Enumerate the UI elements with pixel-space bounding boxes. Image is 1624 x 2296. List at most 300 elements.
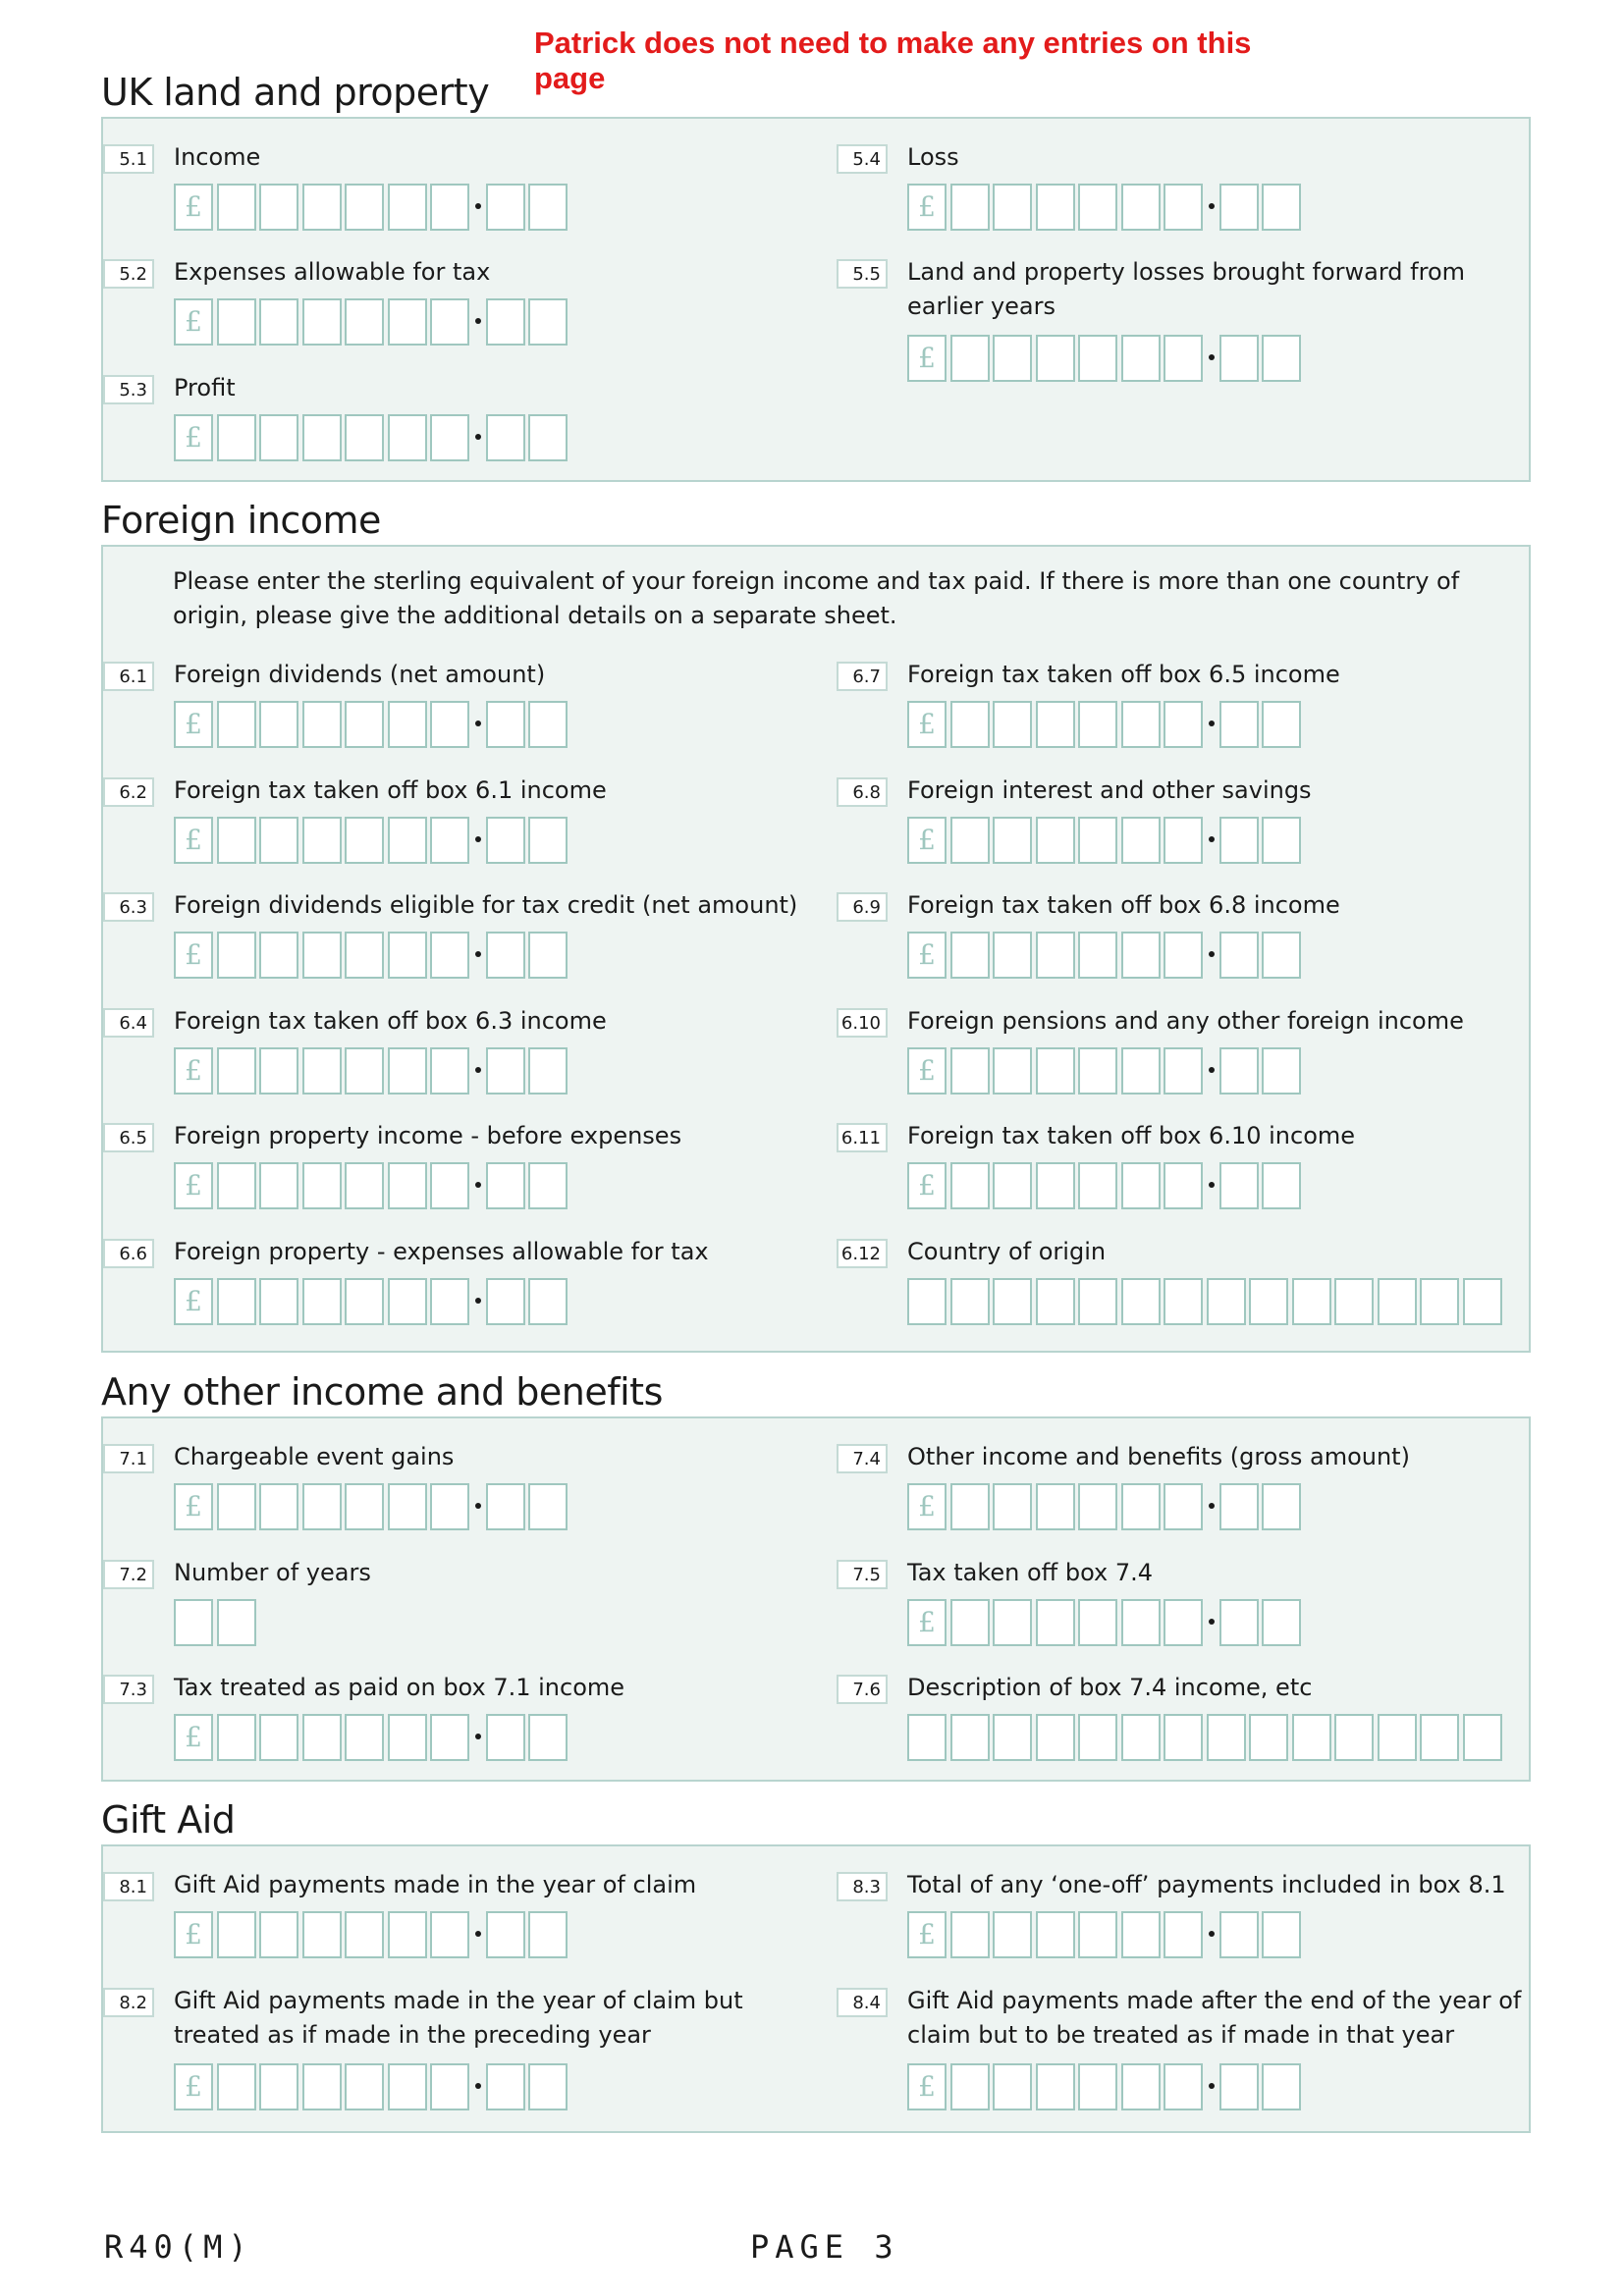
- pence-digit-cell[interactable]: [1219, 184, 1259, 231]
- pounds-digit-cell[interactable]: [993, 184, 1032, 231]
- pence-digit-cell[interactable]: [1262, 1047, 1301, 1095]
- pence-digit-cell[interactable]: [486, 817, 525, 864]
- amount-input[interactable]: [907, 2063, 1305, 2112]
- amount-input[interactable]: [174, 2063, 571, 2112]
- pounds-digit-cell[interactable]: [388, 1714, 427, 1761]
- pence-digit-cell[interactable]: [486, 1714, 525, 1761]
- box-number: 7.1: [103, 1444, 154, 1473]
- amount-input[interactable]: [174, 1162, 571, 1211]
- box-number: 6.11: [837, 1123, 888, 1152]
- character-cell[interactable]: [950, 1278, 990, 1325]
- pounds-digit-cell[interactable]: [1164, 1162, 1203, 1209]
- pounds-digit-cell[interactable]: [430, 701, 469, 748]
- box-number: 8.2: [103, 1988, 154, 2017]
- pounds-digit-cell[interactable]: [1164, 1047, 1203, 1095]
- pounds-digit-cell[interactable]: [993, 1599, 1032, 1646]
- pence-digit-cell[interactable]: [486, 1911, 525, 1958]
- pounds-digit-cell[interactable]: [1164, 184, 1203, 231]
- pounds-digit-cell[interactable]: [1036, 184, 1075, 231]
- pounds-digit-cell[interactable]: [259, 1278, 298, 1325]
- pounds-digit-cell[interactable]: [217, 184, 256, 231]
- pounds-digit-cell[interactable]: [430, 932, 469, 979]
- pounds-digit-cell[interactable]: [217, 817, 256, 864]
- pounds-digit-cell[interactable]: [1121, 184, 1161, 231]
- amount-input[interactable]: [907, 1599, 1305, 1648]
- pounds-digit-cell[interactable]: [345, 817, 384, 864]
- character-cell[interactable]: [1164, 1714, 1203, 1761]
- pounds-digit-cell[interactable]: [388, 184, 427, 231]
- pounds-digit-cell[interactable]: [1121, 2063, 1161, 2110]
- pounds-digit-cell[interactable]: [1036, 1483, 1075, 1530]
- pounds-digit-cell[interactable]: [1164, 335, 1203, 382]
- amount-input[interactable]: [174, 414, 571, 463]
- pence-digit-cell[interactable]: [528, 1911, 568, 1958]
- pound-sign-cell: £: [907, 817, 947, 864]
- pounds-digit-cell[interactable]: [217, 1162, 256, 1209]
- pounds-digit-cell[interactable]: [993, 1162, 1032, 1209]
- pound-sign-cell: £: [907, 2063, 947, 2110]
- pounds-digit-cell[interactable]: [430, 1483, 469, 1530]
- pounds-digit-cell[interactable]: [993, 2063, 1032, 2110]
- pounds-digit-cell[interactable]: [430, 1162, 469, 1209]
- pounds-digit-cell[interactable]: [993, 335, 1032, 382]
- pounds-digit-cell[interactable]: [1036, 701, 1075, 748]
- field-label: Foreign property income - before expenses: [174, 1122, 682, 1149]
- character-cell[interactable]: [993, 1278, 1032, 1325]
- pence-digit-cell[interactable]: [1219, 1047, 1259, 1095]
- pounds-digit-cell[interactable]: [430, 184, 469, 231]
- pounds-digit-cell[interactable]: [1121, 1047, 1161, 1095]
- pence-digit-cell[interactable]: [528, 817, 568, 864]
- pounds-digit-cell[interactable]: [1164, 2063, 1203, 2110]
- decimal-point: [475, 203, 481, 209]
- pounds-digit-cell[interactable]: [950, 701, 990, 748]
- character-cell[interactable]: [1249, 1714, 1288, 1761]
- pence-digit-cell[interactable]: [1262, 1911, 1301, 1958]
- pence-digit-cell[interactable]: [1262, 1483, 1301, 1530]
- pence-digit-cell[interactable]: [486, 1483, 525, 1530]
- amount-input[interactable]: [174, 1714, 571, 1763]
- pounds-digit-cell[interactable]: [950, 2063, 990, 2110]
- pounds-digit-cell[interactable]: [430, 1911, 469, 1958]
- amount-input[interactable]: [907, 817, 1305, 866]
- pounds-digit-cell[interactable]: [1121, 817, 1161, 864]
- pence-digit-cell[interactable]: [1262, 1162, 1301, 1209]
- pounds-digit-cell[interactable]: [1121, 932, 1161, 979]
- pounds-digit-cell[interactable]: [430, 1047, 469, 1095]
- decimal-point: [1209, 1931, 1215, 1937]
- pence-digit-cell[interactable]: [528, 932, 568, 979]
- box-number: 7.2: [103, 1560, 154, 1589]
- pence-digit-cell[interactable]: [1262, 817, 1301, 864]
- pounds-digit-cell[interactable]: [1078, 1047, 1117, 1095]
- pounds-digit-cell[interactable]: [345, 1278, 384, 1325]
- pounds-digit-cell[interactable]: [259, 1483, 298, 1530]
- pounds-digit-cell[interactable]: [1164, 701, 1203, 748]
- character-cell[interactable]: [1378, 1714, 1417, 1761]
- pounds-digit-cell[interactable]: [217, 701, 256, 748]
- amount-input[interactable]: [907, 335, 1305, 384]
- pounds-digit-cell[interactable]: [302, 1483, 342, 1530]
- pounds-digit-cell[interactable]: [1036, 335, 1075, 382]
- form-code: R40(M): [104, 2228, 253, 2266]
- character-cell[interactable]: [1036, 1278, 1075, 1325]
- pence-digit-cell[interactable]: [1219, 1911, 1259, 1958]
- box-number: 6.8: [837, 777, 888, 807]
- pence-digit-cell[interactable]: [486, 414, 525, 461]
- pounds-digit-cell[interactable]: [430, 414, 469, 461]
- decimal-point: [475, 1931, 481, 1937]
- pounds-digit-cell[interactable]: [259, 184, 298, 231]
- pounds-digit-cell[interactable]: [993, 1911, 1032, 1958]
- pounds-digit-cell[interactable]: [430, 1714, 469, 1761]
- description-input[interactable]: [907, 1714, 1502, 1763]
- decimal-point: [1209, 1503, 1215, 1509]
- pound-sign-cell: £: [174, 298, 213, 346]
- amount-input[interactable]: [174, 184, 571, 233]
- box-number: 6.4: [103, 1008, 154, 1038]
- character-cell[interactable]: [1121, 1714, 1161, 1761]
- field-label: Foreign tax taken off box 6.1 income: [174, 776, 607, 804]
- pence-digit-cell[interactable]: [486, 932, 525, 979]
- character-cell[interactable]: [1078, 1278, 1117, 1325]
- amount-input[interactable]: [174, 932, 571, 981]
- pounds-digit-cell[interactable]: [302, 1047, 342, 1095]
- pound-sign-cell: £: [174, 932, 213, 979]
- pence-digit-cell[interactable]: [486, 1047, 525, 1095]
- pounds-digit-cell[interactable]: [388, 701, 427, 748]
- pence-digit-cell[interactable]: [1219, 1162, 1259, 1209]
- number-of-years-input[interactable]: [174, 1599, 256, 1648]
- pence-digit-cell[interactable]: [528, 1483, 568, 1530]
- pounds-digit-cell[interactable]: [1036, 2063, 1075, 2110]
- pounds-digit-cell[interactable]: [217, 1047, 256, 1095]
- pence-digit-cell[interactable]: [486, 1278, 525, 1325]
- pence-digit-cell[interactable]: [1262, 2063, 1301, 2110]
- pounds-digit-cell[interactable]: [1078, 1162, 1117, 1209]
- pound-sign-cell: £: [174, 1278, 213, 1325]
- character-cell[interactable]: [174, 1599, 213, 1646]
- pounds-digit-cell[interactable]: [1078, 1911, 1117, 1958]
- pounds-digit-cell[interactable]: [1164, 932, 1203, 979]
- pence-digit-cell[interactable]: [1262, 1599, 1301, 1646]
- pounds-digit-cell[interactable]: [1121, 1599, 1161, 1646]
- pounds-digit-cell[interactable]: [302, 298, 342, 346]
- pence-digit-cell[interactable]: [1262, 932, 1301, 979]
- pounds-digit-cell[interactable]: [345, 1047, 384, 1095]
- pence-digit-cell[interactable]: [486, 1162, 525, 1209]
- country-of-origin-input[interactable]: [907, 1278, 1502, 1327]
- pounds-digit-cell[interactable]: [1164, 1599, 1203, 1646]
- amount-input[interactable]: [174, 298, 571, 347]
- pence-digit-cell[interactable]: [528, 1162, 568, 1209]
- character-cell[interactable]: [950, 1714, 990, 1761]
- pounds-digit-cell[interactable]: [302, 1278, 342, 1325]
- pounds-digit-cell[interactable]: [259, 1714, 298, 1761]
- pounds-digit-cell[interactable]: [993, 701, 1032, 748]
- box-number: 6.6: [103, 1239, 154, 1268]
- character-cell[interactable]: [907, 1714, 947, 1761]
- pounds-digit-cell[interactable]: [302, 817, 342, 864]
- pence-digit-cell[interactable]: [528, 1047, 568, 1095]
- pounds-digit-cell[interactable]: [1164, 1911, 1203, 1958]
- pounds-digit-cell[interactable]: [345, 1483, 384, 1530]
- character-cell[interactable]: [1378, 1278, 1417, 1325]
- field-label: Land and property losses brought forward from: [907, 258, 1466, 286]
- pounds-digit-cell[interactable]: [345, 701, 384, 748]
- pounds-digit-cell[interactable]: [950, 1162, 990, 1209]
- pound-sign-cell: £: [174, 1483, 213, 1530]
- pence-digit-cell[interactable]: [528, 2063, 568, 2110]
- pounds-digit-cell[interactable]: [1164, 1483, 1203, 1530]
- pounds-digit-cell[interactable]: [1121, 701, 1161, 748]
- amount-input[interactable]: [174, 1278, 571, 1327]
- pounds-digit-cell[interactable]: [217, 2063, 256, 2110]
- amount-input[interactable]: [907, 932, 1305, 981]
- pounds-digit-cell[interactable]: [1121, 1483, 1161, 1530]
- pounds-digit-cell[interactable]: [345, 1911, 384, 1958]
- pound-sign-cell: £: [174, 701, 213, 748]
- pounds-digit-cell[interactable]: [217, 932, 256, 979]
- character-cell[interactable]: [1420, 1278, 1459, 1325]
- pounds-digit-cell[interactable]: [259, 2063, 298, 2110]
- character-cell[interactable]: [1207, 1714, 1246, 1761]
- pounds-digit-cell[interactable]: [430, 1278, 469, 1325]
- amount-input[interactable]: [907, 1483, 1305, 1532]
- amount-input[interactable]: [907, 1911, 1305, 1960]
- character-cell[interactable]: [1164, 1278, 1203, 1325]
- instruction-note: Patrick does not need to make any entries on this page: [534, 26, 1252, 95]
- pence-digit-cell[interactable]: [1219, 1483, 1259, 1530]
- pounds-digit-cell[interactable]: [259, 298, 298, 346]
- pounds-digit-cell[interactable]: [259, 817, 298, 864]
- pence-digit-cell[interactable]: [1219, 817, 1259, 864]
- character-cell[interactable]: [993, 1714, 1032, 1761]
- amount-input[interactable]: [174, 817, 571, 866]
- pence-digit-cell[interactable]: [1262, 184, 1301, 231]
- box-number: 7.4: [837, 1444, 888, 1473]
- pounds-digit-cell[interactable]: [388, 1278, 427, 1325]
- pounds-digit-cell[interactable]: [345, 1714, 384, 1761]
- pounds-digit-cell[interactable]: [217, 1278, 256, 1325]
- pounds-digit-cell[interactable]: [259, 1047, 298, 1095]
- box-number: 5.3: [103, 375, 154, 404]
- box-number: 7.5: [837, 1560, 888, 1589]
- pound-sign-cell: £: [174, 817, 213, 864]
- pounds-digit-cell[interactable]: [388, 1911, 427, 1958]
- pounds-digit-cell[interactable]: [259, 1162, 298, 1209]
- pounds-digit-cell[interactable]: [345, 1162, 384, 1209]
- box-number: 6.5: [103, 1123, 154, 1152]
- box-number: 6.12: [837, 1239, 888, 1268]
- pounds-digit-cell[interactable]: [1036, 1162, 1075, 1209]
- pounds-digit-cell[interactable]: [388, 414, 427, 461]
- section-title-foreign-income: Foreign income: [101, 499, 381, 542]
- pounds-digit-cell[interactable]: [345, 414, 384, 461]
- character-cell[interactable]: [1292, 1278, 1331, 1325]
- character-cell[interactable]: [1036, 1714, 1075, 1761]
- pounds-digit-cell[interactable]: [1078, 817, 1117, 864]
- pounds-digit-cell[interactable]: [430, 298, 469, 346]
- pounds-digit-cell[interactable]: [950, 817, 990, 864]
- field-label-line-2: treated as if made in the preceding year: [174, 2021, 651, 2049]
- pound-sign-cell: £: [174, 184, 213, 231]
- foreign-income-panel: [101, 545, 1531, 1353]
- pence-digit-cell[interactable]: [528, 701, 568, 748]
- pounds-digit-cell[interactable]: [950, 1483, 990, 1530]
- pence-digit-cell[interactable]: [486, 2063, 525, 2110]
- character-cell[interactable]: [1207, 1278, 1246, 1325]
- decimal-point: [1209, 836, 1215, 842]
- pounds-digit-cell[interactable]: [1078, 1599, 1117, 1646]
- decimal-point: [475, 434, 481, 440]
- pounds-digit-cell[interactable]: [1121, 1911, 1161, 1958]
- pounds-digit-cell[interactable]: [302, 1714, 342, 1761]
- pounds-digit-cell[interactable]: [950, 335, 990, 382]
- pence-digit-cell[interactable]: [528, 1714, 568, 1761]
- pounds-digit-cell[interactable]: [388, 932, 427, 979]
- pounds-digit-cell[interactable]: [259, 1911, 298, 1958]
- pence-digit-cell[interactable]: [528, 1278, 568, 1325]
- pounds-digit-cell[interactable]: [345, 184, 384, 231]
- character-cell[interactable]: [907, 1278, 947, 1325]
- pounds-digit-cell[interactable]: [1036, 1911, 1075, 1958]
- pounds-digit-cell[interactable]: [388, 298, 427, 346]
- pounds-digit-cell[interactable]: [302, 701, 342, 748]
- pounds-digit-cell[interactable]: [388, 1162, 427, 1209]
- amount-input[interactable]: [174, 1047, 571, 1096]
- character-cell[interactable]: [1463, 1714, 1502, 1761]
- pounds-digit-cell[interactable]: [388, 1047, 427, 1095]
- pounds-digit-cell[interactable]: [1036, 817, 1075, 864]
- pounds-digit-cell[interactable]: [345, 2063, 384, 2110]
- pounds-digit-cell[interactable]: [950, 184, 990, 231]
- character-cell[interactable]: [1078, 1714, 1117, 1761]
- field-label: Gift Aid payments made in the year of claim but: [174, 1987, 743, 2014]
- pounds-digit-cell[interactable]: [302, 1162, 342, 1209]
- pence-digit-cell[interactable]: [528, 298, 568, 346]
- pounds-digit-cell[interactable]: [1078, 932, 1117, 979]
- character-cell[interactable]: [1334, 1714, 1374, 1761]
- pence-digit-cell[interactable]: [1219, 2063, 1259, 2110]
- pounds-digit-cell[interactable]: [217, 1911, 256, 1958]
- pence-digit-cell[interactable]: [1219, 932, 1259, 979]
- pounds-digit-cell[interactable]: [1078, 184, 1117, 231]
- pence-digit-cell[interactable]: [486, 184, 525, 231]
- pounds-digit-cell[interactable]: [1036, 1599, 1075, 1646]
- pounds-digit-cell[interactable]: [993, 932, 1032, 979]
- field-label: Expenses allowable for tax: [174, 258, 491, 286]
- amount-input[interactable]: [907, 1047, 1305, 1096]
- box-number: 6.3: [103, 892, 154, 922]
- character-cell[interactable]: [1121, 1278, 1161, 1325]
- pounds-digit-cell[interactable]: [1036, 1047, 1075, 1095]
- pounds-digit-cell[interactable]: [993, 817, 1032, 864]
- pounds-digit-cell[interactable]: [430, 817, 469, 864]
- amount-input[interactable]: [907, 184, 1305, 233]
- pounds-digit-cell[interactable]: [993, 1047, 1032, 1095]
- pounds-digit-cell[interactable]: [217, 1483, 256, 1530]
- pounds-digit-cell[interactable]: [302, 2063, 342, 2110]
- pounds-digit-cell[interactable]: [217, 414, 256, 461]
- box-number: 5.5: [837, 259, 888, 289]
- amount-input[interactable]: [907, 1162, 1305, 1211]
- pence-digit-cell[interactable]: [1262, 335, 1301, 382]
- pounds-digit-cell[interactable]: [388, 1483, 427, 1530]
- decimal-point: [1209, 354, 1215, 360]
- character-cell[interactable]: [1249, 1278, 1288, 1325]
- amount-input[interactable]: [174, 1911, 571, 1960]
- character-cell[interactable]: [1334, 1278, 1374, 1325]
- pound-sign-cell: £: [907, 1483, 947, 1530]
- character-cell[interactable]: [217, 1599, 256, 1646]
- pounds-digit-cell[interactable]: [345, 932, 384, 979]
- pounds-digit-cell[interactable]: [217, 298, 256, 346]
- character-cell[interactable]: [1463, 1278, 1502, 1325]
- amount-input[interactable]: [907, 701, 1305, 750]
- pounds-digit-cell[interactable]: [950, 1911, 990, 1958]
- pounds-digit-cell[interactable]: [217, 1714, 256, 1761]
- pounds-digit-cell[interactable]: [259, 414, 298, 461]
- pounds-digit-cell[interactable]: [345, 298, 384, 346]
- character-cell[interactable]: [1420, 1714, 1459, 1761]
- box-number: 8.1: [103, 1872, 154, 1901]
- pence-digit-cell[interactable]: [528, 414, 568, 461]
- section-title-other-income: Any other income and benefits: [101, 1370, 663, 1414]
- pounds-digit-cell[interactable]: [1121, 1162, 1161, 1209]
- field-label: Foreign interest and other savings: [907, 776, 1312, 804]
- decimal-point: [475, 318, 481, 324]
- pounds-digit-cell[interactable]: [1078, 2063, 1117, 2110]
- amount-input[interactable]: [174, 701, 571, 750]
- pence-digit-cell[interactable]: [1262, 701, 1301, 748]
- field-label: Foreign tax taken off box 6.8 income: [907, 891, 1340, 919]
- section-title-gift-aid: Gift Aid: [101, 1798, 236, 1842]
- pounds-digit-cell[interactable]: [1078, 335, 1117, 382]
- pence-digit-cell[interactable]: [528, 184, 568, 231]
- pounds-digit-cell[interactable]: [430, 2063, 469, 2110]
- pounds-digit-cell[interactable]: [950, 1047, 990, 1095]
- decimal-point: [1209, 203, 1215, 209]
- field-label: Foreign tax taken off box 6.5 income: [907, 661, 1340, 688]
- pounds-digit-cell[interactable]: [950, 1599, 990, 1646]
- pence-digit-cell[interactable]: [486, 701, 525, 748]
- pounds-digit-cell[interactable]: [1121, 335, 1161, 382]
- pounds-digit-cell[interactable]: [1078, 1483, 1117, 1530]
- pence-digit-cell[interactable]: [1219, 335, 1259, 382]
- pence-digit-cell[interactable]: [1219, 1599, 1259, 1646]
- decimal-point: [1209, 1182, 1215, 1188]
- pounds-digit-cell[interactable]: [388, 2063, 427, 2110]
- pounds-digit-cell[interactable]: [1078, 701, 1117, 748]
- pounds-digit-cell[interactable]: [259, 932, 298, 979]
- pence-digit-cell[interactable]: [486, 298, 525, 346]
- pounds-digit-cell[interactable]: [950, 932, 990, 979]
- field-label: Foreign property - expenses allowable for tax: [174, 1238, 709, 1265]
- pence-digit-cell[interactable]: [1219, 701, 1259, 748]
- pounds-digit-cell[interactable]: [302, 1911, 342, 1958]
- pounds-digit-cell[interactable]: [302, 932, 342, 979]
- pounds-digit-cell[interactable]: [1164, 817, 1203, 864]
- pounds-digit-cell[interactable]: [388, 817, 427, 864]
- character-cell[interactable]: [1292, 1714, 1331, 1761]
- pounds-digit-cell[interactable]: [1036, 932, 1075, 979]
- pounds-digit-cell[interactable]: [259, 701, 298, 748]
- pounds-digit-cell[interactable]: [302, 414, 342, 461]
- pounds-digit-cell[interactable]: [302, 184, 342, 231]
- pounds-digit-cell[interactable]: [993, 1483, 1032, 1530]
- amount-input[interactable]: [174, 1483, 571, 1532]
